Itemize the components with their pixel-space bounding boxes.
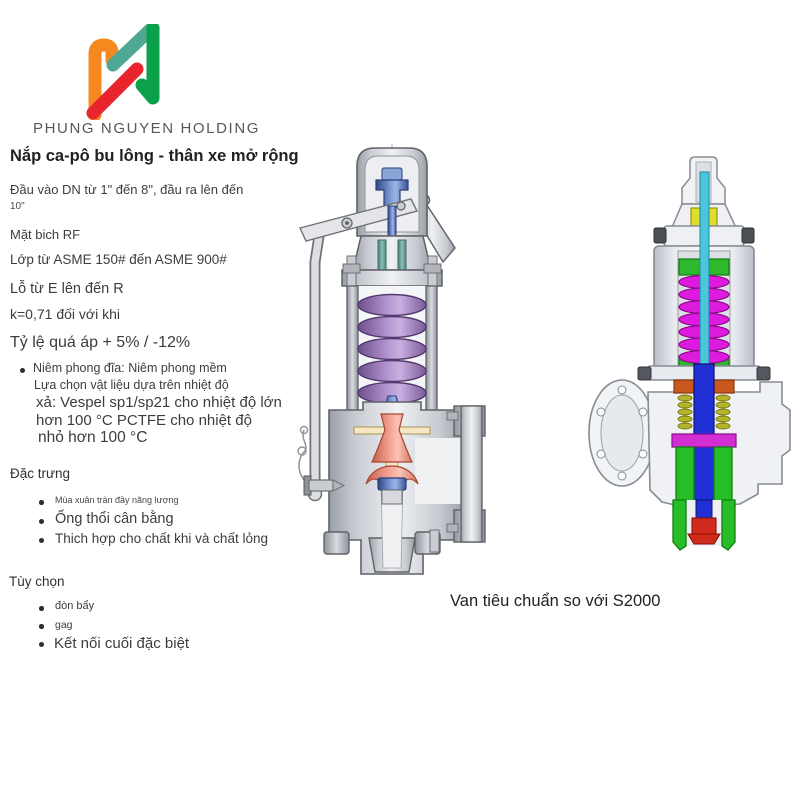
guide-wall — [676, 447, 694, 507]
bonnet-neck — [353, 236, 431, 270]
valve-cad-diagram — [588, 152, 793, 552]
bullet-icon — [20, 368, 25, 373]
feature-item: Ống thổi cân bằng — [55, 511, 174, 527]
page-title: Nắp ca-pô bu lông - thân xe mở rộng — [10, 147, 299, 165]
seal-note-line: Niêm phong đĩa: Niêm phong mềm — [33, 361, 227, 375]
options-header: Tùy chọn — [9, 574, 65, 589]
option-item: gag — [55, 619, 73, 631]
spec-overpressure: Tỷ lệ quá áp + 5% / -12% — [10, 334, 191, 351]
bullet-icon — [39, 624, 44, 629]
brand-logo-icon — [85, 24, 235, 120]
feature-item: Mùa xuân tràn đầy năng lượng — [55, 495, 179, 505]
guide-ring — [672, 434, 736, 447]
nozzle — [673, 500, 735, 550]
logo-stroke-teal — [113, 29, 151, 65]
option-item: đòn bẩy — [55, 600, 95, 612]
spec-outlet-size: 10" — [10, 201, 25, 212]
bullet-icon — [39, 642, 44, 647]
option-item: Kết nối cuối đặc biệt — [54, 635, 190, 652]
bullet-icon — [39, 500, 44, 505]
spec-asme-class: Lớp từ ASME 150# đến ASME 900# — [10, 252, 227, 267]
spec-inlet-size: Đầu vào DN từ 1" đến 8", đầu ra lên đến — [10, 182, 244, 197]
brand-name: PHUNG NGUYEN HOLDING — [33, 120, 261, 137]
figure-caption: Van tiêu chuẩn so với S2000 — [450, 592, 661, 610]
spec-flange-face: Mặt bich RF — [10, 227, 81, 242]
bullet-icon — [39, 606, 44, 611]
valve-cross-section-diagram — [297, 144, 497, 584]
valve-spring — [358, 295, 426, 404]
guide-wall — [714, 447, 732, 507]
spec-k-factor: k=0,71 đối với khi — [10, 306, 120, 322]
seal-note-line: xả: Vespel sp1/sp21 cho nhiệt độ lớn — [36, 394, 282, 411]
spindle-stem — [700, 172, 709, 364]
seal-note-line: nhỏ hơn 100 °C — [38, 429, 148, 446]
outlet-flange-disc — [589, 380, 655, 486]
outlet-bore — [415, 438, 465, 504]
spec-orifice: Lỗ từ E lên đến R — [10, 281, 124, 297]
bullet-icon — [39, 538, 44, 543]
features-header: Đặc trưng — [10, 466, 71, 481]
seat — [692, 518, 716, 534]
lever-assembly — [309, 236, 322, 501]
seal-note-line: Lựa chọn vật liệu dựa trên nhiệt độ — [34, 378, 229, 392]
bullet-icon — [39, 519, 44, 524]
seal-note-line: hơn 100 °C PCTFE cho nhiệt độ — [36, 412, 252, 429]
feature-item: Thich hợp cho chất khi và chất lỏng — [55, 531, 268, 546]
internals — [672, 364, 736, 510]
